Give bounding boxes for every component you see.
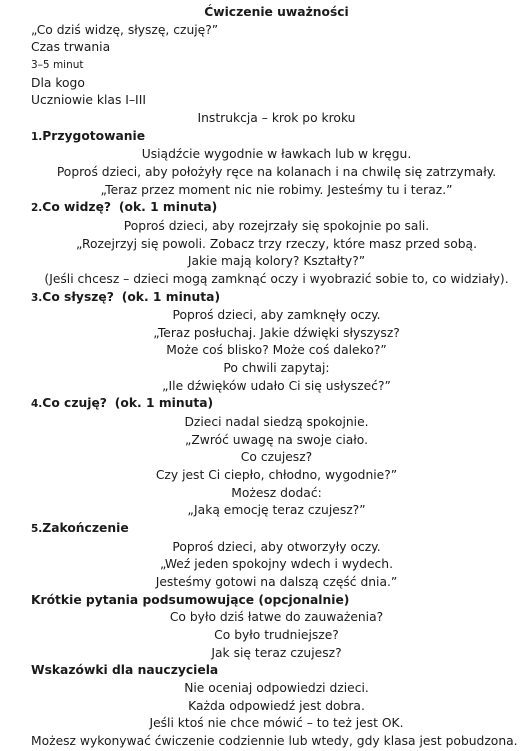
step-number: 1. bbox=[31, 130, 43, 143]
step-line: Poproś dzieci, aby rozejrzały się spokojnie po sali. bbox=[123, 218, 430, 233]
step-heading bbox=[31, 395, 518, 414]
step-line: Może coś blisko? Może coś daleko?” bbox=[166, 343, 387, 358]
step-line: „Weź jeden spokojny wdech i wydech. bbox=[160, 557, 393, 572]
duration-value: 3–5 minut bbox=[31, 58, 84, 71]
tips-line: Jeśli ktoś nie chce mówić – to też jest OK. bbox=[149, 716, 404, 731]
document-subtitle: „Co dziś widzę, słyszę, czuję?” bbox=[31, 22, 219, 37]
summary-line: Co było dziś łatwe do zauważenia? bbox=[169, 610, 384, 625]
tips-line: Nie oceniaj odpowiedzi dzieci. bbox=[184, 680, 369, 695]
step-time: (ok. 1 minuta) bbox=[121, 289, 221, 304]
step-heading bbox=[31, 128, 518, 147]
step-time: (ok. 1 minuta) bbox=[114, 396, 214, 411]
step-heading bbox=[31, 199, 518, 218]
step-heading bbox=[31, 520, 518, 539]
step-line: Dzieci nadal siedzą spokojnie. bbox=[184, 415, 369, 430]
summary-line: Co było trudniejsze? bbox=[214, 627, 339, 642]
step-line: „Zwróć uwagę na swoje ciało. bbox=[184, 432, 369, 447]
summary-heading: Krótkie pytania podsumowujące (opcjonalnie) bbox=[31, 592, 350, 607]
step-time: (ok. 1 minuta) bbox=[118, 200, 218, 215]
step-line: Poproś dzieci, aby otworzyły oczy. bbox=[172, 539, 381, 554]
audience-value: Uczniowie klas I–III bbox=[31, 93, 146, 108]
step-title: Zakończenie bbox=[42, 521, 129, 536]
step-line: Usiądźcie wygodnie w ławkach lub w kręgu. bbox=[141, 147, 412, 162]
step-line: „Teraz posłuchaj. Jakie dźwięki słyszysz? bbox=[153, 325, 400, 340]
step-line: Poproś dzieci, aby położyły ręce na kolanach i na chwilę się zatrzymały. bbox=[56, 164, 497, 179]
step-line: (Jeśli chcesz – dzieci mogą zamknąć oczy i wyobrazić sobie to, co widziały). bbox=[44, 271, 509, 286]
summary-line: Jak się teraz czujesz? bbox=[211, 645, 342, 660]
step-line: Jesteśmy gotowi na dalszą część dnia.” bbox=[155, 575, 398, 589]
step-line: Jakie mają kolory? Kształty?” bbox=[187, 254, 366, 269]
step-line: „Jaką emocję teraz czujesz?” bbox=[187, 503, 366, 518]
step-number: 3. bbox=[31, 291, 43, 304]
step-line: „Rozejrzyj się powoli. Zobacz trzy rzeczy, które masz przed sobą. bbox=[76, 236, 477, 251]
step-heading bbox=[31, 289, 518, 308]
step-number: 5. bbox=[31, 523, 43, 536]
step-line: „Ile dźwięków udało Ci się usłyszeć?” bbox=[162, 378, 391, 393]
duration-label: Czas trwania bbox=[31, 40, 111, 55]
step-title: Przygotowanie bbox=[42, 128, 146, 143]
step-title: Co widzę? bbox=[42, 200, 112, 215]
audience-label: Dla kogo bbox=[31, 75, 85, 90]
step-number: 4. bbox=[31, 398, 43, 411]
closing-line: Możesz wykonywać ćwiczenie codziennie lub wtedy, gdy klasa jest pobudzona. bbox=[31, 733, 518, 748]
step-number: 2. bbox=[31, 202, 43, 215]
instructions-heading: Instrukcja – krok po kroku bbox=[197, 110, 356, 125]
step-line: Co czujesz? bbox=[240, 450, 313, 465]
step-title: Co słyszę? bbox=[42, 289, 114, 304]
tips-line: Każda odpowiedź jest dobra. bbox=[188, 698, 365, 713]
step-title: Co czuję? bbox=[42, 396, 107, 411]
step-line: „Teraz przez moment nic nie robimy. Jesteśmy tu i teraz.” bbox=[100, 182, 453, 197]
step-line: Czy jest Ci ciepło, chłodno, wygodnie?” bbox=[155, 468, 398, 483]
step-line: Możesz dodać: bbox=[231, 485, 322, 500]
step-line: Po chwili zapytaj: bbox=[223, 361, 330, 376]
step-line: Poproś dzieci, aby zamknęły oczy. bbox=[172, 308, 381, 323]
tips-heading: Wskazówki dla nauczyciela bbox=[31, 663, 219, 678]
document-title: Ćwiczenie uważności bbox=[204, 5, 349, 19]
